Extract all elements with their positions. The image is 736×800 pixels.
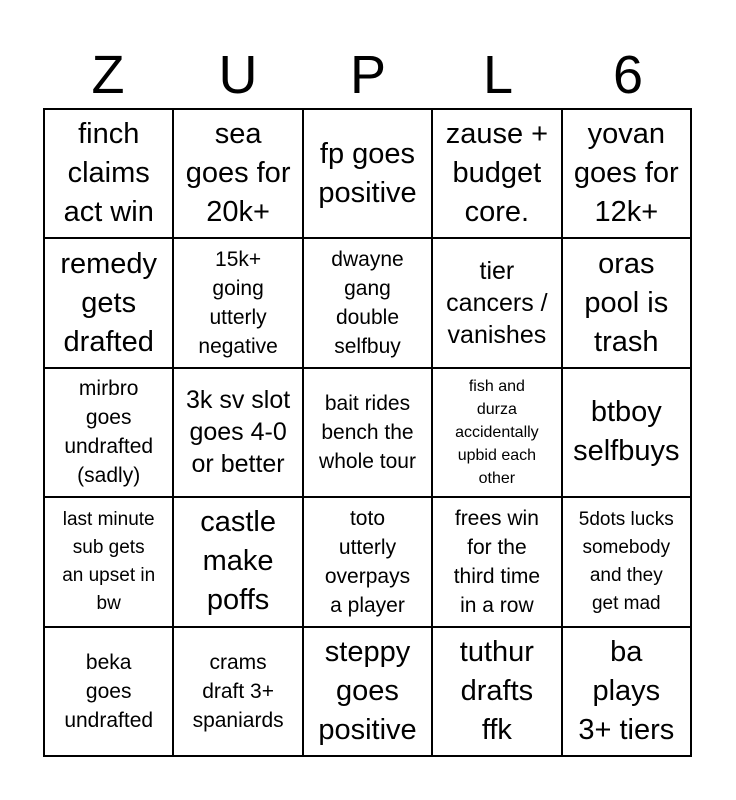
bingo-cell[interactable]: finch claims act win: [44, 109, 173, 238]
bingo-cell[interactable]: toto utterly overpays a player: [303, 497, 432, 626]
bingo-cell[interactable]: dwayne gang double selfbuy: [303, 238, 432, 367]
bingo-cell[interactable]: 15k+ going utterly negative: [173, 238, 302, 367]
bingo-grid: [43, 108, 692, 757]
header-letter: Z: [91, 45, 125, 105]
header-letter: 6: [612, 45, 644, 105]
bingo-cell[interactable]: sea goes for 20k+: [173, 109, 302, 238]
bingo-cell[interactable]: btboy selfbuys: [562, 368, 691, 497]
bingo-cell[interactable]: yovan goes for 12k+: [562, 109, 691, 238]
bingo-cell[interactable]: mirbro goes undrafted (sadly): [44, 368, 173, 497]
bingo-cell[interactable]: tuthur drafts ffk: [432, 627, 561, 756]
bingo-cell[interactable]: fish and durza accidentally upbid each other: [432, 368, 561, 497]
bingo-cell[interactable]: last minute sub gets an upset in bw: [44, 497, 173, 626]
bingo-cell[interactable]: oras pool is trash: [562, 238, 691, 367]
bingo-cell[interactable]: ba plays 3+ tiers: [562, 627, 691, 756]
bingo-cell[interactable]: beka goes undrafted: [44, 627, 173, 756]
bingo-cell[interactable]: steppy goes positive: [303, 627, 432, 756]
bingo-cell[interactable]: tier cancers / vanishes: [432, 238, 561, 367]
header-letter: U: [218, 45, 258, 105]
bingo-cell[interactable]: 5dots lucks somebody and they get mad: [562, 497, 691, 626]
bingo-cell[interactable]: fp goes positive: [303, 109, 432, 238]
bingo-cell[interactable]: remedy gets drafted: [44, 238, 173, 367]
bingo-cell[interactable]: frees win for the third time in a row: [432, 497, 561, 626]
header-letter: P: [349, 45, 387, 105]
bingo-cell[interactable]: bait rides bench the whole tour: [303, 368, 432, 497]
bingo-header: [43, 44, 693, 106]
bingo-cell[interactable]: crams draft 3+ spaniards: [173, 627, 302, 756]
bingo-cell[interactable]: zause + budget core.: [432, 109, 561, 238]
header-letter: L: [482, 45, 514, 105]
bingo-cell[interactable]: castle make poffs: [173, 497, 302, 626]
bingo-cell[interactable]: 3k sv slot goes 4-0 or better: [173, 368, 302, 497]
